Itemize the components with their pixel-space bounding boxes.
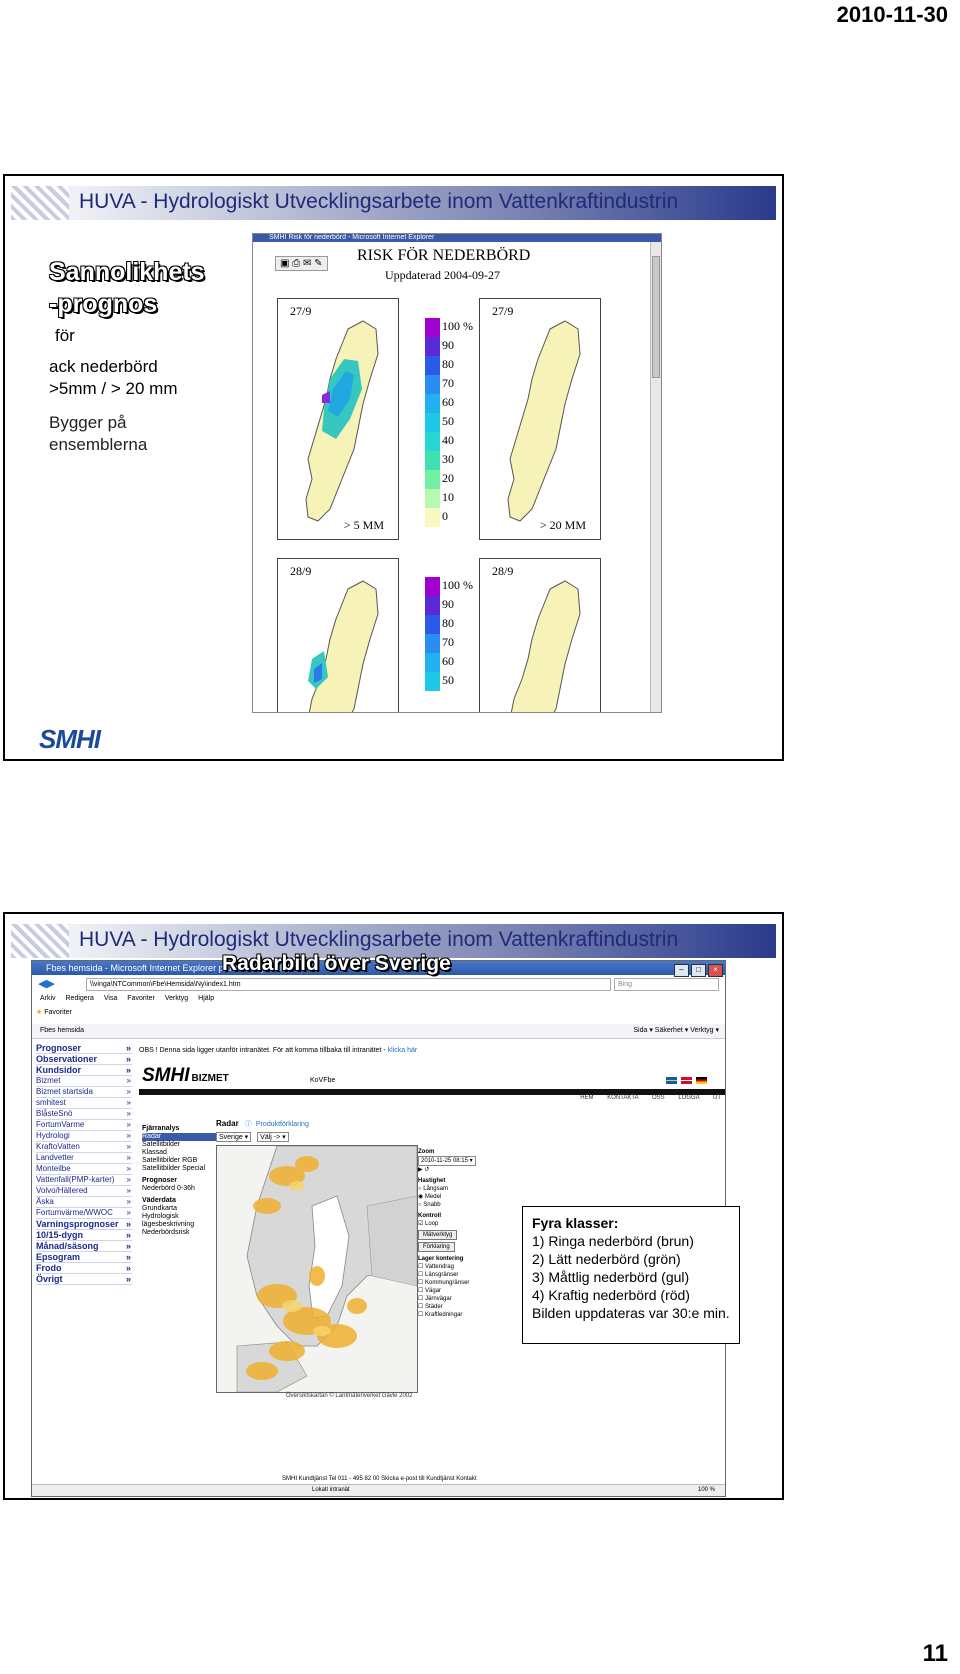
- layer-checkbox[interactable]: ☐ Vattendrag: [418, 1264, 454, 1270]
- scale-swatch: [425, 451, 454, 470]
- control-label: Kontroll: [418, 1213, 441, 1219]
- bizmet-logo: [142, 1065, 229, 1087]
- maximize-icon[interactable]: □: [691, 964, 706, 977]
- nav-item[interactable]: Månad/säsong »: [36, 1241, 132, 1252]
- map-date: 27/9: [492, 304, 514, 318]
- infobox-heading: Fyra klasser:: [532, 1215, 619, 1231]
- nav-item[interactable]: Vattenfall(PMP-karter) »: [36, 1175, 132, 1186]
- heading: [49, 256, 249, 320]
- probability-scale: [425, 577, 473, 691]
- close-icon[interactable]: ×: [708, 964, 723, 977]
- url-input[interactable]: \\vinga\NTCommon\Fbe\Hemsida\Ny\index1.htm: [86, 978, 611, 991]
- nav-item[interactable]: Monteilbe »: [36, 1164, 132, 1175]
- infobox-line: Bilden uppdateras var 30:e min.: [532, 1305, 730, 1321]
- scale-swatch: [425, 356, 454, 375]
- radar-controls: [418, 1145, 488, 1319]
- bygger-text: [49, 412, 249, 456]
- scale-label: 40: [442, 433, 454, 447]
- title-decoration: [11, 924, 69, 958]
- notice-text: OBS ! Denna sida ligger utanför intranätet. För att komma tillbaka till intranätet -: [139, 1047, 386, 1054]
- choose-select[interactable]: Välj -> ▾: [257, 1132, 289, 1142]
- scale-label: 70: [442, 376, 454, 390]
- uk-flag-icon[interactable]: [681, 1077, 692, 1084]
- scale-swatch: [425, 653, 454, 672]
- menu-bar[interactable]: Arkiv Redigera Visa Favoriter Verktyg Hjälp: [40, 995, 215, 1002]
- scale-label: 20: [442, 471, 454, 485]
- scale-label: 10: [442, 490, 454, 504]
- minimize-icon[interactable]: –: [674, 964, 689, 977]
- layer-options: [418, 1263, 488, 1319]
- radar-title: Radarbild över Sverige: [222, 952, 451, 975]
- speed-label: Hastighet: [418, 1178, 446, 1184]
- nav-item[interactable]: Observationer »: [36, 1054, 132, 1065]
- scale-label: 90: [442, 597, 454, 611]
- product-item[interactable]: Satellitbilder Special: [142, 1165, 206, 1172]
- product-item[interactable]: Radar: [142, 1133, 216, 1141]
- layers-label: Lager kontering: [418, 1256, 464, 1262]
- vaderdata-header: Väderdata: [142, 1197, 176, 1204]
- german-flag-icon[interactable]: [696, 1077, 707, 1084]
- infobox-line: 3) Måttlig nederbörd (gul): [532, 1269, 690, 1285]
- page-date: 2010-11-30: [836, 2, 948, 27]
- probability-scale: [425, 318, 473, 527]
- scale-label: 80: [442, 357, 454, 371]
- measure-tool-button[interactable]: Mätverktyg: [418, 1230, 457, 1240]
- scale-swatch: [425, 596, 454, 615]
- notice-link[interactable]: klicka här: [387, 1047, 418, 1054]
- scale-swatch: [425, 337, 454, 356]
- ack-line-1: ack nederbörd: [49, 357, 158, 376]
- scale-swatch: [425, 470, 454, 489]
- map-27-20mm: [479, 298, 601, 540]
- product-item[interactable]: Nederbördsrisk: [142, 1229, 190, 1236]
- window-controls: [672, 962, 723, 977]
- radar-map[interactable]: [216, 1145, 418, 1393]
- sweden-map-icon: [480, 299, 600, 539]
- ack-line-2: >5mm / > 20 mm: [49, 379, 178, 398]
- fjarranalys-header: Fjärranalys: [142, 1125, 180, 1132]
- page-number: 11: [922, 1640, 948, 1667]
- prognoser-items: [142, 1185, 216, 1193]
- scale-swatch: [425, 318, 473, 337]
- layer-label: Järnvägar: [425, 1296, 452, 1302]
- scale-swatch: [425, 489, 454, 508]
- scale-label: 60: [442, 395, 454, 409]
- playback-buttons[interactable]: ▶ ↺: [418, 1167, 430, 1173]
- scale-label: 100 %: [442, 578, 473, 592]
- nav-item[interactable]: Landvetter »: [36, 1153, 132, 1164]
- speed-options: [418, 1185, 488, 1209]
- loop-checkbox[interactable]: ☑ Loop: [418, 1221, 439, 1227]
- updated-text: Uppdaterad 2004-09-27: [385, 268, 500, 282]
- nav-item[interactable]: Åska »: [36, 1197, 132, 1208]
- browser-titlebar: SMHI Risk för nederbörd - Microsoft Internet Explorer: [253, 234, 661, 242]
- scale-label: 30: [442, 452, 454, 466]
- layer-checkbox[interactable]: ☐ Kommungränser: [418, 1280, 470, 1286]
- info-icon[interactable]: ⓘ: [244, 1121, 252, 1128]
- site-label: KoVFbe: [310, 1077, 336, 1084]
- window-title: Fbes hemsida - Microsoft Internet Explorer provided by SMHI: [46, 963, 291, 973]
- layer-checkbox[interactable]: ☐ Länsgränser: [418, 1272, 459, 1278]
- speed-label: Medel: [424, 1194, 442, 1200]
- intranet-notice: [139, 1047, 417, 1054]
- layer-checkbox[interactable]: ☐ Städer: [418, 1304, 443, 1310]
- risk-heading: RISK FÖR NEDERBÖRD: [357, 247, 531, 264]
- radar-selects: [216, 1132, 293, 1142]
- bygger-line-1: Bygger på: [49, 413, 127, 432]
- nav-item[interactable]: FortumVarme »: [36, 1120, 132, 1131]
- nav-item[interactable]: Varningsprognoser »: [36, 1219, 132, 1230]
- toolbar-icons[interactable]: ▣ ⎙ ✉ ✎: [275, 256, 328, 271]
- language-flags: [664, 1077, 707, 1086]
- page-footer: SMHI Kundtjänst Tel 011 - 495 82 00 Skicka e-post till Kundtjänst Kontakt: [282, 1476, 477, 1482]
- infobox-line: 2) Lätt nederbörd (grön): [532, 1251, 681, 1267]
- scale-label: 90: [442, 338, 454, 352]
- heading-line-2: -prognos: [49, 290, 158, 318]
- nav-item[interactable]: smhitest »: [36, 1098, 132, 1109]
- product-menu: [142, 1121, 216, 1237]
- map-28-20mm: [479, 558, 601, 713]
- explanation-button[interactable]: Förklaring: [418, 1242, 455, 1252]
- nav-item[interactable]: Övrigt »: [36, 1274, 132, 1285]
- star-icon[interactable]: ★: [36, 1009, 43, 1016]
- scale-swatch: [425, 615, 454, 634]
- vaderdata-items: [142, 1205, 216, 1237]
- fjarranalys-items: [142, 1133, 216, 1173]
- classes-infobox: [522, 1206, 740, 1344]
- slide-sannolikhetsprognos: [3, 174, 784, 761]
- speed-radio[interactable]: ○ Snabb: [418, 1202, 441, 1208]
- scrollbar-thumb[interactable]: [652, 256, 660, 378]
- scale-swatch: [425, 634, 454, 653]
- sweden-map-icon: [480, 559, 600, 713]
- layer-label: Vägar: [425, 1288, 442, 1294]
- region-select[interactable]: Sverige ▾: [216, 1132, 251, 1142]
- search-input[interactable]: Bing: [614, 978, 719, 991]
- infobox-line: 4) Kraftig nederbörd (röd): [532, 1287, 690, 1303]
- heading-line-1: Sannolikhets: [49, 258, 205, 286]
- nav-item[interactable]: Prognoser »: [36, 1043, 132, 1054]
- loop-label: Loop: [425, 1221, 439, 1227]
- nav-item[interactable]: Frodo »: [36, 1263, 132, 1274]
- radar-label: Radar: [216, 1119, 239, 1128]
- speed-radio[interactable]: ◉ Medel: [418, 1194, 442, 1200]
- map-27-5mm: [277, 298, 399, 540]
- datetime-select[interactable]: 2010-11-25 08:15 ▾: [418, 1156, 476, 1166]
- scale-label: 100 %: [442, 319, 473, 333]
- product-item[interactable]: Hydrologisk: [142, 1213, 179, 1220]
- product-item[interactable]: Grundkarta: [142, 1205, 178, 1212]
- scale-swatch: [425, 508, 448, 527]
- back-forward-icon[interactable]: ◀▶: [38, 978, 55, 990]
- map-caption: Översiktskartan © Lantmäteriverket Gävle 2002: [286, 1393, 413, 1399]
- scale-swatch: [425, 672, 454, 691]
- product-item[interactable]: Satellitbilder: [142, 1141, 181, 1148]
- layer-checkbox[interactable]: ☐ Vägar: [418, 1288, 442, 1294]
- slide-title: HUVA - Hydrologiskt Utvecklingsarbete inom Vattenkraftindustrin: [79, 928, 679, 951]
- zoom-label: Zoom: [418, 1149, 435, 1155]
- bizmet-label: BIZMET: [191, 1073, 229, 1084]
- layer-label: Vattendrag: [425, 1264, 454, 1270]
- map-date: 27/9: [290, 304, 312, 318]
- zoom-level[interactable]: 100 %: [697, 1487, 715, 1493]
- top-nav[interactable]: HEM KONTAKTA OSS LOGGA UT: [580, 1095, 721, 1101]
- product-item[interactable]: lägesbeskrivning: [142, 1221, 195, 1228]
- slide-title: HUVA - Hydrologiskt Utvecklingsarbete inom Vattenkraftindustrin: [79, 190, 679, 213]
- speed-label: Snabb: [423, 1202, 441, 1208]
- product-item[interactable]: Satellitbilder RGB: [142, 1157, 198, 1164]
- speed-radio[interactable]: ○ Långsam: [418, 1186, 448, 1192]
- scale-swatch: [425, 432, 454, 451]
- status-bar: [32, 1484, 725, 1496]
- scale-label: 0: [442, 509, 448, 523]
- favorites-bar: [36, 1008, 721, 1022]
- scale-label: 70: [442, 635, 454, 649]
- speed-label: Långsam: [423, 1186, 448, 1192]
- favorites-button[interactable]: Favoriter: [44, 1009, 72, 1016]
- product-item[interactable]: Klassad: [142, 1149, 167, 1156]
- layer-label: Länsgränser: [425, 1272, 459, 1278]
- datetime-value: 2010-11-25 08:15: [421, 1158, 468, 1164]
- bygger-line-2: ensemblerna: [49, 435, 148, 454]
- nav-item[interactable]: Epsogram »: [36, 1252, 132, 1263]
- map-date: 28/9: [290, 564, 312, 578]
- prognoser-header: Prognoser: [142, 1177, 178, 1184]
- for-text: för: [55, 326, 75, 345]
- left-navigation: [36, 1043, 132, 1285]
- nav-item[interactable]: Bizmet »: [36, 1076, 132, 1087]
- sweden-map-icon: [278, 559, 398, 713]
- scrollbar[interactable]: [650, 242, 661, 712]
- status-text: Lokalt intranät: [312, 1487, 350, 1493]
- command-bar[interactable]: Sida ▾ Säkerhet ▾ Verktyg ▾: [633, 1027, 719, 1034]
- map-28-5mm: [277, 558, 399, 713]
- product-link[interactable]: Produktförklaring: [255, 1121, 309, 1128]
- swedish-flag-icon[interactable]: [666, 1077, 677, 1084]
- scale-swatch: [425, 375, 454, 394]
- scale-swatch: [425, 394, 454, 413]
- tab-fbes-hemsida[interactable]: Fbes hemsida: [40, 1027, 84, 1034]
- tab-bar: [32, 1024, 725, 1039]
- nav-item[interactable]: KraftoVatten »: [36, 1142, 132, 1153]
- nav-item[interactable]: Hydrologi »: [36, 1131, 132, 1142]
- nav-item[interactable]: 10/15-dygn »: [36, 1230, 132, 1241]
- scandinavia-map-icon: [217, 1146, 417, 1392]
- map-threshold: > 5 MM: [343, 518, 384, 532]
- smhi-logo: SMHI: [39, 724, 100, 754]
- map-threshold: > 20 MM: [539, 518, 586, 532]
- layer-label: Kraftledningar: [425, 1312, 463, 1318]
- layer-label: Städer: [425, 1304, 443, 1310]
- scale-label: 50: [442, 414, 454, 428]
- layer-checkbox[interactable]: ☐ Kraftledningar: [418, 1312, 463, 1318]
- slide-text: [49, 256, 249, 456]
- nav-item[interactable]: Kundsidor »: [36, 1065, 132, 1076]
- region-select-value: Sverige: [219, 1134, 243, 1141]
- ack-text: [49, 356, 249, 400]
- address-bar: [36, 977, 721, 991]
- radar-header: [216, 1119, 309, 1129]
- infobox-line: 1) Ringa nederbörd (brun): [532, 1233, 694, 1249]
- smhi-logo: SMHI: [142, 1065, 190, 1086]
- scale-label: 80: [442, 616, 454, 630]
- infobox-lines: [532, 1232, 730, 1322]
- layer-label: Kommungränser: [425, 1280, 470, 1286]
- scale-label: 50: [442, 673, 454, 687]
- title-decoration: [11, 186, 69, 220]
- scale-swatch: [425, 577, 473, 596]
- nav-item[interactable]: BlåsteSnö »: [36, 1109, 132, 1120]
- product-item[interactable]: Nederbörd 0-36h: [142, 1185, 195, 1192]
- risk-browser-screenshot: [252, 233, 662, 713]
- nav-item[interactable]: Bizmet startsida »: [36, 1087, 132, 1098]
- scale-swatch: [425, 413, 454, 432]
- choose-select-value: Välj ->: [260, 1134, 281, 1141]
- nav-item[interactable]: Fortumvärme/WWOC »: [36, 1208, 132, 1219]
- layer-checkbox[interactable]: ☐ Järnvägar: [418, 1296, 452, 1302]
- scale-label: 60: [442, 654, 454, 668]
- nav-item[interactable]: Volvo/Hällered »: [36, 1186, 132, 1197]
- map-date: 28/9: [492, 564, 514, 578]
- sweden-map-icon: [278, 299, 398, 539]
